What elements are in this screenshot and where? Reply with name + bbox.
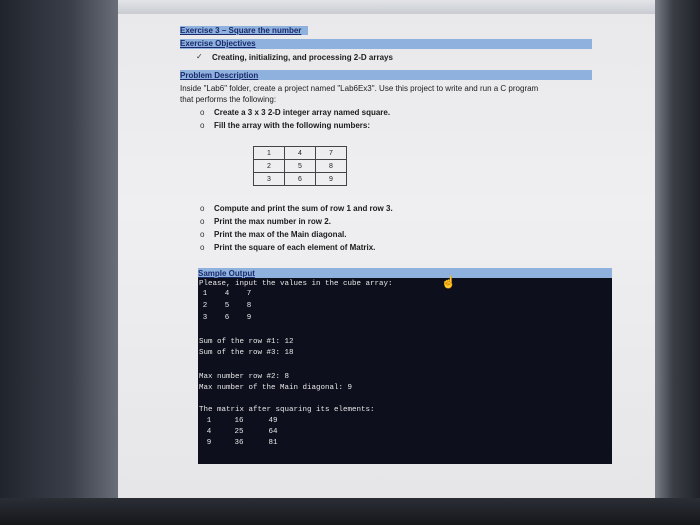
table-row — [254, 173, 347, 186]
console-squared-value: 16 — [234, 417, 244, 425]
objective-item: Creating, initializing, and processing 2-D arrays — [212, 53, 393, 62]
circle-bullet-icon: o — [200, 217, 205, 226]
table-cell: 3 — [254, 173, 285, 186]
console-sum-row1: Sum of the row #1: 12 — [199, 338, 294, 346]
console-squared-value: 36 — [234, 439, 244, 447]
check-icon: ✓ — [196, 52, 203, 61]
problem-heading: Problem Description — [180, 71, 259, 80]
circle-bullet-icon: o — [200, 121, 205, 130]
console-squared-value: 81 — [268, 439, 278, 447]
step-max-diagonal: Print the max of the Main diagonal. — [214, 230, 347, 239]
console-input-value: 2 — [202, 302, 208, 310]
step-max-row2: Print the max number in row 2. — [214, 217, 331, 226]
console-input-value: 3 — [202, 314, 208, 322]
console-max-row2: Max number row #2: 8 — [199, 373, 290, 381]
table-cell: 9 — [316, 173, 347, 186]
monitor-bottom-edge — [0, 498, 700, 525]
circle-bullet-icon: o — [200, 243, 205, 252]
console-input-value: 6 — [224, 314, 230, 322]
monitor-left-edge — [0, 0, 118, 525]
table-cell: 8 — [316, 160, 347, 173]
table-cell: 7 — [316, 147, 347, 160]
console-input-value: 5 — [224, 302, 230, 310]
exercise-title: Exercise 3 – Square the number — [180, 26, 302, 35]
console-squared-value: 64 — [268, 428, 278, 436]
hand-cursor-icon: ☝ — [441, 275, 456, 289]
table-cell: 1 — [254, 147, 285, 160]
step-fill-array: Fill the array with the following numbers: — [214, 121, 371, 130]
console-max-diagonal: Max number of the Main diagonal: 9 — [199, 384, 353, 392]
array-table — [253, 146, 347, 186]
table-row — [254, 160, 347, 173]
console-squared-heading: The matrix after squaring its elements: — [199, 406, 375, 414]
table-row — [254, 147, 347, 160]
table-cell: 6 — [285, 173, 316, 186]
console-output — [198, 278, 612, 464]
console-squared-value: 4 — [206, 428, 212, 436]
console-input-value: 1 — [202, 290, 208, 298]
console-sum-row3: Sum of the row #3: 18 — [199, 349, 294, 357]
table-cell: 2 — [254, 160, 285, 173]
problem-line-2: that performs the following: — [180, 95, 277, 104]
step-square-elements: Print the square of each element of Matrix. — [214, 243, 376, 252]
console-prompt: Please, input the values in the cube array: — [199, 280, 393, 288]
step-sum-rows: Compute and print the sum of row 1 and row 3. — [214, 204, 393, 213]
document-page — [118, 14, 655, 498]
console-squared-value: 1 — [206, 417, 212, 425]
table-cell: 4 — [285, 147, 316, 160]
sample-output-highlight — [198, 268, 612, 278]
step-create-array: Create a 3 x 3 2-D integer array named square. — [214, 108, 391, 117]
problem-line-1: Inside "Lab6" folder, create a project named "Lab6Ex3". Use this project to write and run a C program — [180, 84, 539, 93]
console-input-value: 7 — [246, 290, 252, 298]
table-cell: 5 — [285, 160, 316, 173]
console-input-value: 4 — [224, 290, 230, 298]
console-squared-value: 9 — [206, 439, 212, 447]
circle-bullet-icon: o — [200, 230, 205, 239]
circle-bullet-icon: o — [200, 108, 205, 117]
console-squared-value: 25 — [234, 428, 244, 436]
console-squared-value: 49 — [268, 417, 278, 425]
console-input-value: 9 — [246, 314, 252, 322]
objectives-heading: Exercise Objectives — [180, 39, 256, 48]
sample-output-heading: Sample Output — [198, 269, 255, 278]
monitor-right-edge — [655, 0, 700, 525]
circle-bullet-icon: o — [200, 204, 205, 213]
console-input-value: 8 — [246, 302, 252, 310]
